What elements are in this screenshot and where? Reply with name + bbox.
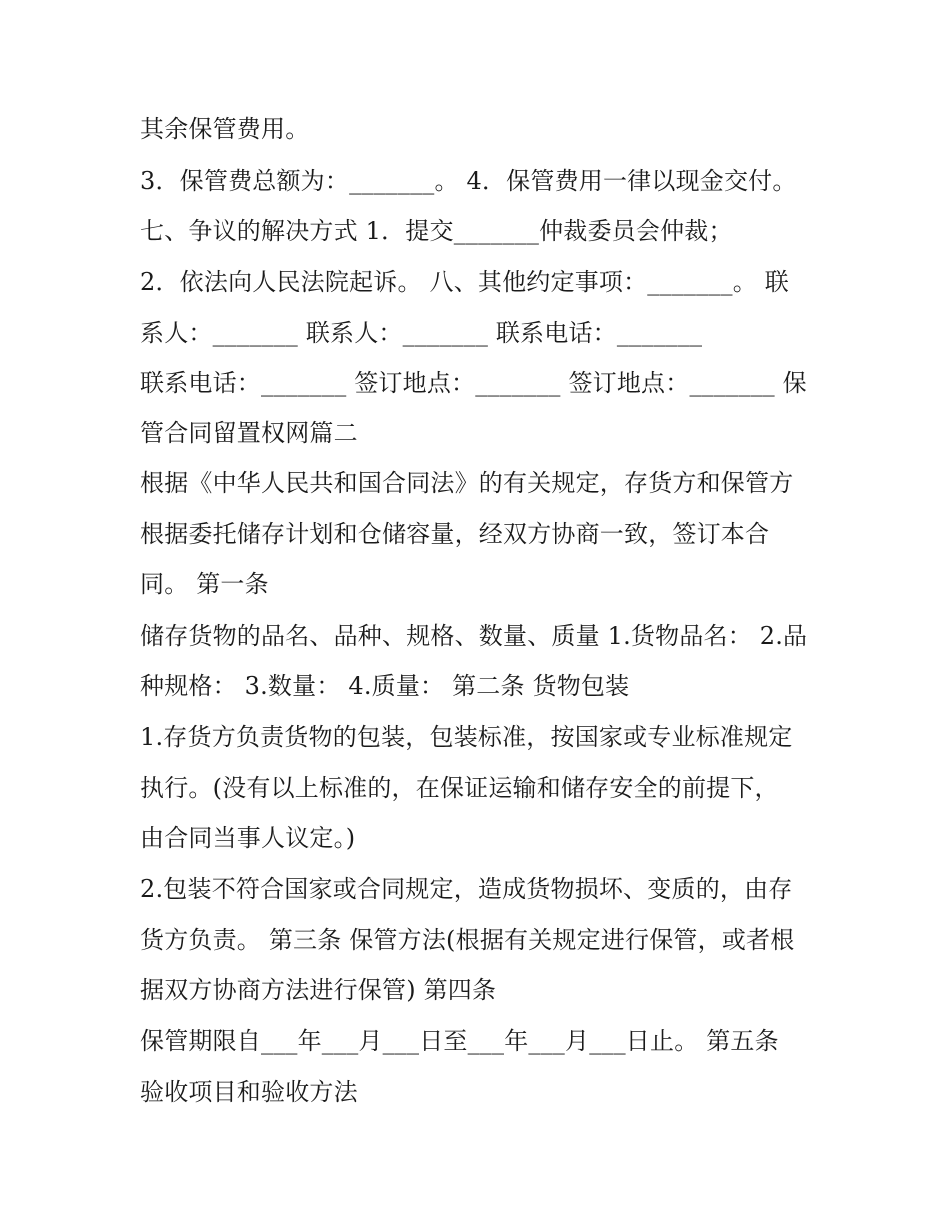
- text-line: 2.包装不符合国家或合同规定，造成货物损坏、变质的，由存: [140, 875, 793, 903]
- text-line: 验收项目和验收方法: [140, 1078, 358, 1106]
- text-line: 货方负责。 第三条 保管方法(根据有关规定进行保管，或者根: [140, 926, 795, 954]
- text-line: 1.存货方负责货物的包装，包装标准，按国家或专业标准规定: [140, 723, 793, 751]
- text-line: 七、争议的解决方式 1．提交_______仲裁委员会仲裁；: [140, 217, 733, 245]
- text-line: 系人：_______ 联系人：_______ 联系电话：_______: [140, 319, 703, 347]
- text-line: 据双方协商方法进行保管) 第四条: [140, 976, 497, 1004]
- text-line: 联系电话：_______ 签订地点：_______ 签订地点：_______ 保: [140, 369, 807, 397]
- text-line: 由合同当事人议定。): [140, 824, 356, 852]
- text-line: 管合同留置权网篇二: [140, 419, 358, 447]
- text-line: 其余保管费用。: [140, 115, 310, 143]
- text-line: 3．保管费总额为：_______。 4．保管费用一律以现金交付。: [140, 167, 797, 195]
- text-line: 2．依法向人民法院起诉。 八、其他约定事项：_______。 联: [140, 268, 789, 296]
- text-line: 储存货物的品名、品种、规格、数量、质量 1.货物品名： 2.品: [140, 622, 808, 650]
- text-line: 根据《中华人民共和国合同法》的有关规定，存货方和保管方: [140, 469, 794, 497]
- text-line: 保管期限自___年___月___日至___年___月___日止。 第五条: [140, 1027, 779, 1055]
- text-line: 同。 第一条: [140, 570, 269, 598]
- text-line: 执行。(没有以上标准的，在保证运输和储存安全的前提下，: [140, 774, 779, 802]
- text-line: 根据委托储存计划和仓储容量，经双方协商一致，签订本合: [140, 520, 770, 548]
- text-line: 种规格： 3.数量： 4.质量： 第二条 货物包装: [140, 672, 630, 700]
